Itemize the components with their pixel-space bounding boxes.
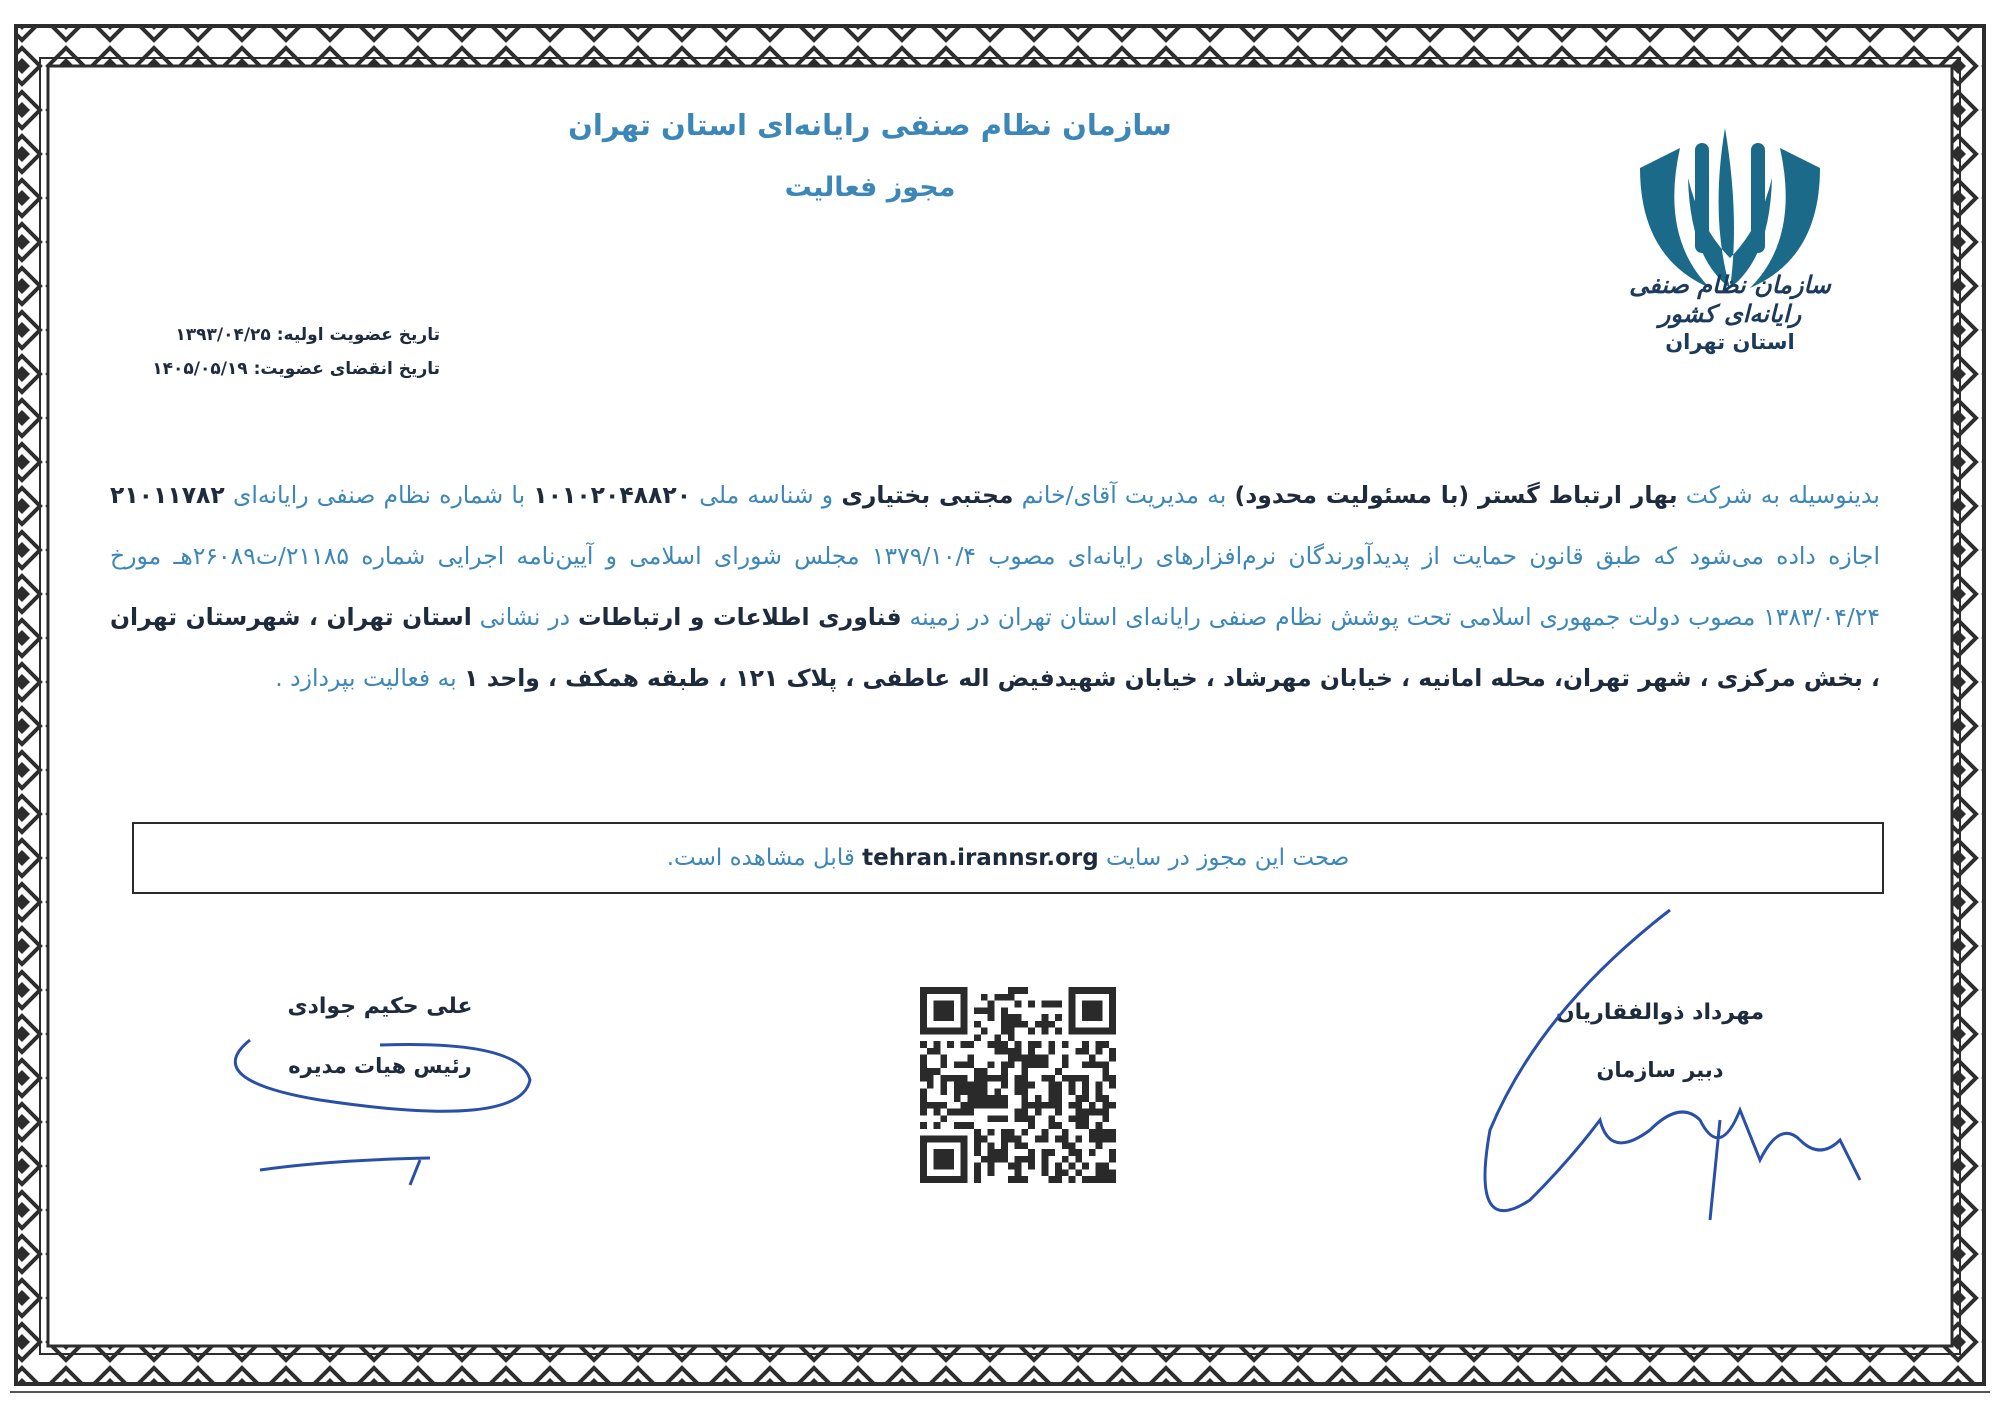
verify-before: صحت این مجوز در سایت — [1106, 845, 1350, 871]
address: استان تهران ، شهرستان تهران ، بخش مرکزی ، شهر تهران، محله امانیه ، خیابان مهرشاد ، خیابان شهیدفیض اله عاطفی ، پلاک ۱۲۱ ، طبقه همکف ، واحد ۱ — [110, 603, 1880, 692]
verification-box — [132, 822, 1884, 894]
initial-date-label: تاریخ عضویت اولیه: — [276, 325, 440, 345]
chairman-name: علی حکیم جوادی — [287, 994, 473, 1019]
body-legal-text: اجازه داده می‌شود که طبق قانون حمایت از پدیدآورندگان نرم‌افزارهای رایانه‌ای مصوب ۱۳۷۹/۱۰/۴ مجلس شورای اسلامی و آیین‌نامه اجرایی شماره ۲۱۱۸۵/ت۲۶۰۸۹هـ مورخ ۱۳۸۳/۰۴/۲۴ مصوب دولت جمهوری اسلامی تحت پوشش نظام صنفی رایانه‌ای استان تهران در زمینه — [110, 542, 1880, 631]
verification-text — [667, 845, 1350, 871]
secretary-title: دبیر سازمان — [1596, 1058, 1724, 1082]
chairman-title: رئیس هیات مدیره — [288, 1054, 472, 1078]
license-body — [110, 465, 1880, 709]
body-intro: بدینوسیله به شرکت — [1685, 481, 1880, 509]
body-guild-label: با شماره نظام صنفی رایانه‌ای — [232, 481, 526, 509]
initial-date-value: ۱۳۹۳/۰۴/۲۵ — [175, 325, 271, 345]
body-address-label: در نشانی — [479, 603, 571, 631]
body-manager-label: به مدیریت آقای/خانم — [1021, 481, 1227, 509]
verify-site-link[interactable]: tehran.irannsr.org — [862, 845, 1099, 871]
expiry-date-label: تاریخ انقضای عضویت: — [253, 359, 440, 379]
membership-dates — [120, 318, 440, 386]
guild-number: ۲۱۰۱۱۷۸۲ — [110, 481, 225, 509]
body-closing: به فعالیت بپردازد . — [275, 664, 457, 692]
logo-province: استان تهران — [1665, 330, 1795, 354]
document-title: مجوز فعالیت — [784, 172, 956, 203]
secretary-name: مهرداد ذوالفقاریان — [1555, 1000, 1765, 1025]
manager-name: مجتبی بختیاری — [841, 481, 1014, 509]
expiry-membership-date — [120, 352, 440, 386]
expiry-date-value: ۱۴۰۵/۰۵/۱۹ — [152, 359, 248, 379]
activity-field: فناوری اطلاعات و ارتباطات — [577, 603, 902, 631]
verify-after: قابل مشاهده است. — [666, 845, 855, 871]
organization-title: سازمان نظام صنفی رایانه‌ای استان تهران — [568, 108, 1172, 142]
company-name: بهار ارتباط گستر (با مسئولیت محدود) — [1234, 481, 1678, 509]
national-id: ۱۰۱۰۲۰۴۸۸۲۰ — [533, 481, 692, 509]
logo-organization-name: سازمان نظام صنفی رایانه‌ای کشور — [1629, 270, 1831, 328]
initial-membership-date — [120, 318, 440, 352]
qr-code — [920, 987, 1116, 1183]
body-national-id-label: و شناسه ملی — [699, 481, 834, 509]
